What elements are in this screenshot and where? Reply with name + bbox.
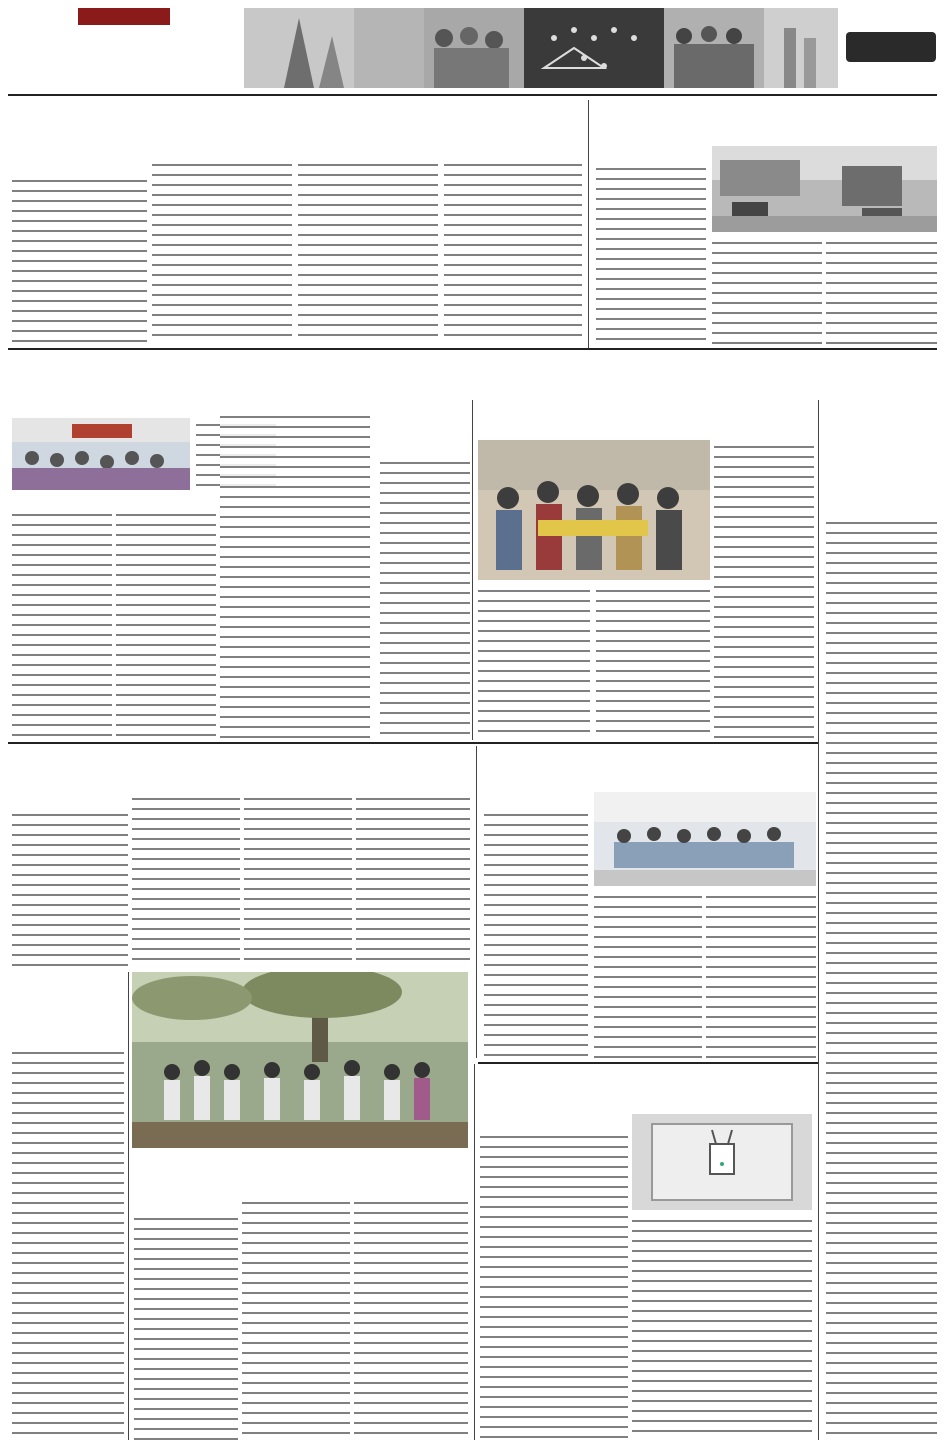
body-text-pmgsy-col4 bbox=[444, 158, 582, 344]
column-divider bbox=[818, 400, 819, 1440]
body-text-migrant-col2 bbox=[132, 792, 240, 968]
body-text-migrant-col4 bbox=[356, 792, 470, 968]
review-meeting-photo bbox=[594, 792, 816, 886]
section-divider bbox=[478, 1062, 818, 1064]
newspaper-logo bbox=[12, 26, 232, 72]
anniversary-banner bbox=[78, 8, 170, 25]
column-divider bbox=[474, 1064, 475, 1440]
headline-nuakhai-migrants bbox=[10, 748, 475, 790]
headline-pmgsy bbox=[10, 104, 582, 152]
headline-jajpur-traffic bbox=[594, 100, 937, 144]
body-text-nasha-col2 bbox=[242, 1196, 350, 1440]
dateline-writers bbox=[380, 440, 470, 454]
headline-nasha-mukt bbox=[132, 1158, 472, 1192]
body-text-pmgsy-col2 bbox=[152, 158, 292, 344]
dateline-nipun bbox=[484, 792, 584, 806]
body-text-writers-col3 bbox=[596, 584, 710, 738]
body-text-fishermen bbox=[12, 1046, 124, 1440]
column-divider bbox=[588, 100, 589, 350]
body-text-pmgsy-col1 bbox=[12, 174, 147, 344]
dateline-fishermen bbox=[12, 1030, 124, 1044]
traffic-photo bbox=[712, 146, 937, 232]
body-text-migrant-col1 bbox=[12, 808, 128, 968]
masthead-photo-strip bbox=[244, 8, 838, 88]
dateline-labour bbox=[14, 494, 134, 508]
body-text-nasha-col1 bbox=[134, 1212, 238, 1440]
headline-free-wifi bbox=[478, 1066, 934, 1112]
page-number-badge bbox=[846, 32, 936, 62]
wifi-router-photo bbox=[632, 1114, 812, 1210]
book-release-photo bbox=[478, 440, 710, 580]
body-text-pmgsy-col3 bbox=[298, 158, 438, 344]
body-text-writers-col2 bbox=[478, 584, 590, 738]
column-divider bbox=[128, 972, 129, 1440]
issue-date-line bbox=[12, 72, 242, 94]
body-text-jajpur-col1 bbox=[596, 162, 706, 344]
headline-writers-seminar bbox=[378, 404, 743, 438]
section-divider bbox=[8, 742, 818, 744]
body-text-nipun-col2 bbox=[594, 890, 702, 1058]
dateline-migrant bbox=[12, 792, 132, 806]
body-text-jajpur-col3 bbox=[826, 236, 937, 344]
headline-safe-labour bbox=[10, 354, 465, 392]
dateline-pmgsy bbox=[12, 158, 147, 172]
body-text-nipun-lead bbox=[484, 808, 588, 1058]
body-text-writers-col4 bbox=[714, 440, 814, 738]
body-text-jajpur-col2 bbox=[712, 236, 822, 344]
body-text-migrant-col3 bbox=[244, 792, 352, 968]
column-divider bbox=[472, 400, 473, 740]
dateline-nasha bbox=[134, 1196, 238, 1210]
body-text-labour-col1 bbox=[12, 508, 112, 738]
body-text-labour-col2 bbox=[116, 508, 216, 738]
body-text-wifi-col1 bbox=[480, 1130, 628, 1440]
headline-national-recognition bbox=[824, 400, 937, 496]
body-text-wifi-col2 bbox=[632, 1214, 812, 1440]
body-text-nipun-col3 bbox=[706, 890, 816, 1058]
body-text-national bbox=[826, 516, 937, 1438]
column-divider bbox=[476, 746, 477, 1058]
students-rally-photo bbox=[132, 972, 468, 1148]
body-text-writers-col1 bbox=[380, 456, 470, 738]
dateline-wifi bbox=[480, 1114, 628, 1128]
headline-fishermen-protest bbox=[12, 972, 124, 1028]
section-divider bbox=[8, 348, 937, 350]
masthead-divider bbox=[8, 94, 937, 96]
headline-nipun-odisha bbox=[482, 748, 818, 790]
body-text-labour-col3 bbox=[220, 410, 370, 738]
dateline-jajpur bbox=[596, 146, 706, 160]
awareness-meeting-photo bbox=[12, 418, 190, 490]
body-text-nasha-col3 bbox=[354, 1196, 468, 1440]
dateline-national bbox=[826, 500, 937, 514]
